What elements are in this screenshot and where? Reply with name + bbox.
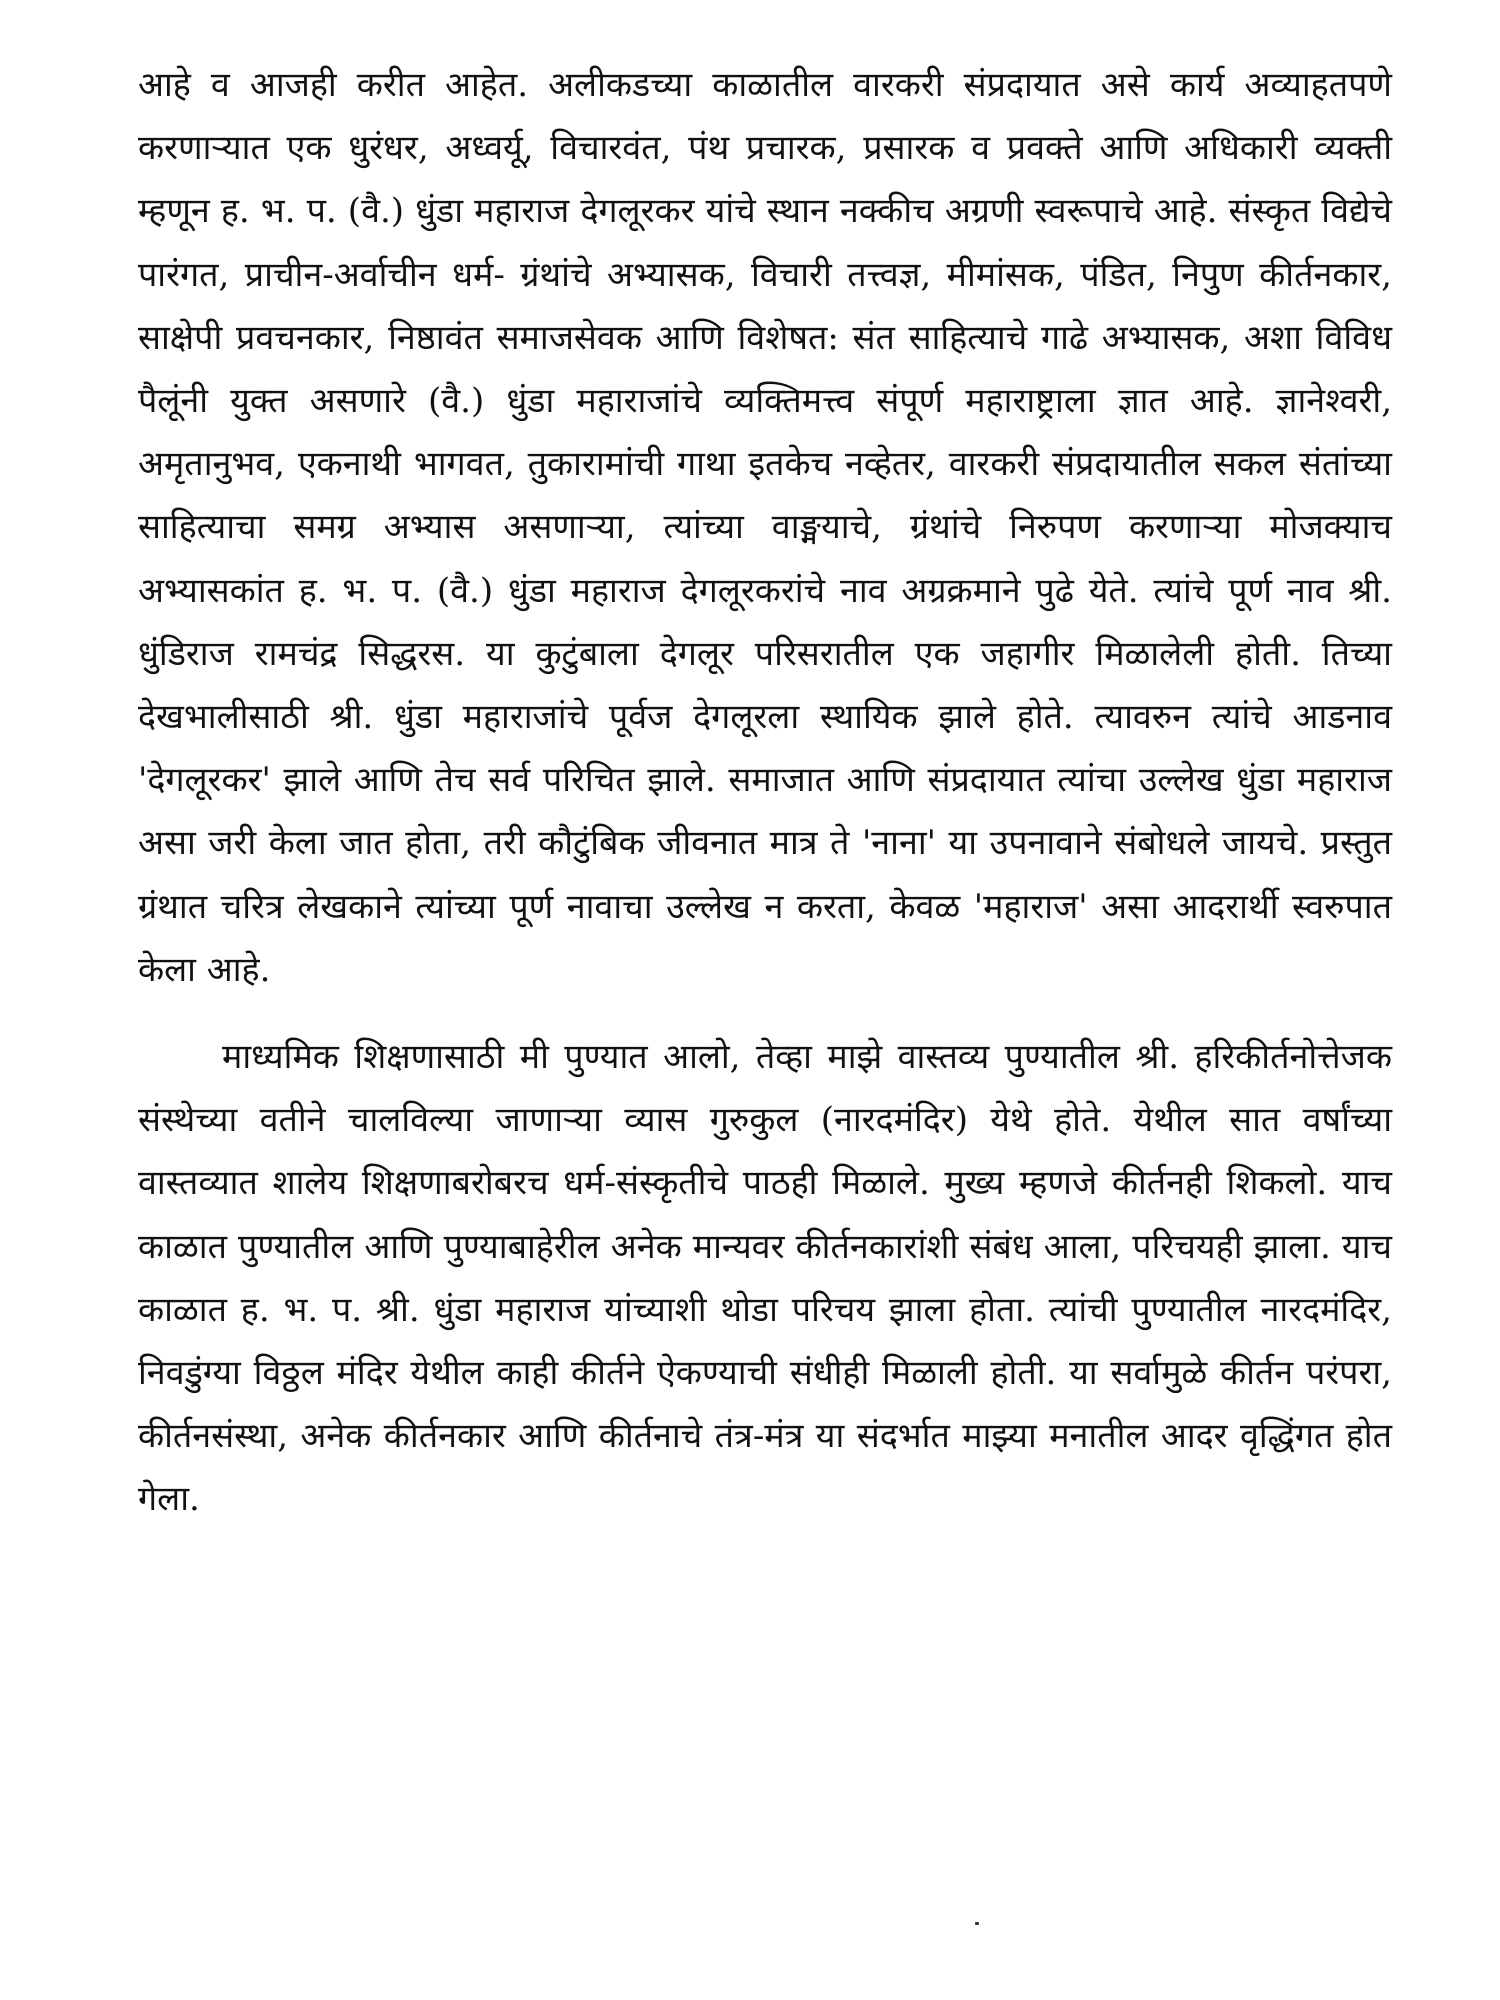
scan-speck [975,1922,979,1925]
paragraph-2: माध्यमिक शिक्षणासाठी मी पुण्यात आलो, तेव्हा माझे वास्तव्य पुण्यातील श्री. हरिकीर्तनोत्तेजक संस्थेच्या वतीने चालविल्या जाणाऱ्या व्यास गुरुकुल (नारदमंदिर) येथे होते. येथील सात वर्षांच्या वास्तव्यात शालेय शिक्षणाबरोबरच धर्म-संस्कृतीचे पाठही मिळाले. मुख्य म्हणजे कीर्तनही शिकलो. याच काळात पुण्यातील आणि पुण्याबाहेरील अनेक मान्यवर कीर्तनकारांशी संबंध आला, परिचयही झाला. याच काळात ह. भ. प. श्री. धुंडा महाराज यांच्याशी थोडा परिचय झाला होता. त्यांची पुण्यातील नारदमंदिर, निवडुंग्या विठ्ठल मंदिर येथील काही कीर्तने ऐकण्याची संधीही मिळाली होती. या सर्वामुळे कीर्तन परंपरा, कीर्तनसंस्था, अनेक कीर्तनकार आणि कीर्तनाचे तंत्र-मंत्र या संदर्भात माझ्या मनातील आदर वृद्धिंगत होत गेला. [138,1037,1392,1520]
paragraph-1: आहे व आजही करीत आहेत. अलीकडच्या काळातील वारकरी संप्रदायात असे कार्य अव्याहतपणे करणाऱ्यात एक धुरंधर, अध्वर्यू, विचारवंत, पंथ प्रचारक, प्रसारक व प्रवक्ते आणि अधिकारी व्यक्ती म्हणून ह. भ. प. (वै.) धुंडा महाराज देगलूरकर यांचे स्थान नक्कीच अग्रणी स्वरूपाचे आहे. संस्कृत विद्येचे पारंगत, प्राचीन-अर्वाचीन धर्म- ग्रंथांचे अभ्यासक, विचारी तत्त्वज्ञ, मीमांसक, पंडित, निपुण कीर्तनकार, साक्षेपी प्रवचनकार, निष्ठावंत समाजसेवक आणि विशेषत: संत साहित्याचे गाढे अभ्यासक, अशा विविध पैलूंनी युक्त असणारे (वै.) धुंडा महाराजांचे व्यक्तिमत्त्व संपूर्ण महाराष्ट्राला ज्ञात आहे. ज्ञानेश्वरी, अमृतानुभव, एकनाथी भागवत, तुकारामांची गाथा इतकेच नव्हेतर, वारकरी संप्रदायातील सकल संतांच्या साहित्याचा समग्र अभ्यास असणाऱ्या, त्यांच्या वाङ्मयाचे, ग्रंथांचे निरुपण करणाऱ्या मोजक्याच अभ्यासकांत ह. भ. प. (वै.) धुंडा महाराज देगलूरकरांचे नाव अग्रक्रमाने पुढे येते. त्यांचे पूर्ण नाव श्री. धुंडिराज रामचंद्र सिद्धरस. या कुटुंबाला देगलूर परिसरातील एक जहागीर मिळालेली होती. तिच्या देखभालीसाठी श्री. धुंडा महाराजांचे पूर्वज देगलूरला स्थायिक झाले होते. त्यावरुन त्यांचे आडनाव 'देगलूरकर' झाले आणि तेच सर्व परिचित झाले. समाजात आणि संप्रदायात त्यांचा उल्लेख धुंडा महाराज असा जरी केला जात होता, तरी कौटुंबिक जीवनात मात्र ते 'नाना' या उपनावाने संबोधले जायचे. प्रस्तुत ग्रंथात चरित्र लेखकाने त्यांच्या पूर्ण नावाचा उल्लेख न करता, केवळ 'महाराज' असा आदरार्थी स्वरुपात केला आहे. [138,65,1392,990]
